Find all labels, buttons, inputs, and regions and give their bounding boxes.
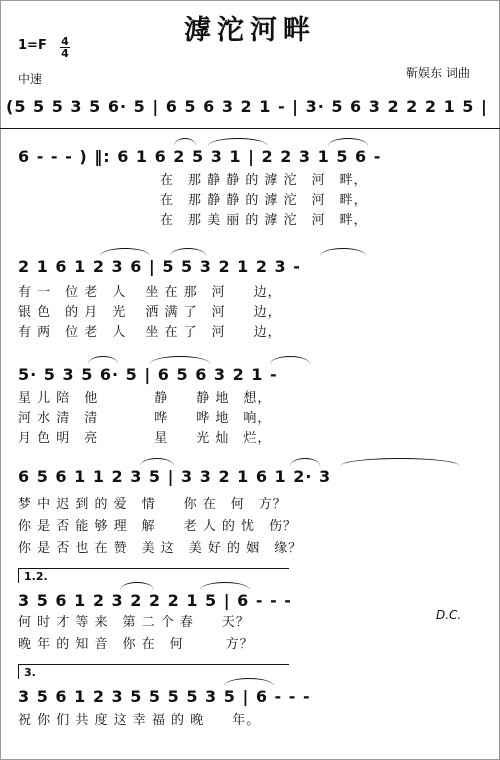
music-row-2	[0, 256, 500, 278]
volta-label: 3.	[24, 666, 36, 679]
tempo-marking: 中速	[18, 72, 43, 86]
notation-line: 2 1 6 1 2 3 6 | 5 5 3 2 1 2 3 -	[18, 257, 301, 276]
system-divider	[0, 128, 500, 129]
lyric-line: 河 水 清 清 哗 哗 地 响，	[18, 411, 272, 426]
lyric-line: 祝 你 们 共 度 这 幸 福 的 晚 年。	[18, 713, 261, 728]
key-signature: 1=F	[18, 38, 47, 53]
lyric-line: 在 那 美 丽 的 滹 沱 河 畔，	[160, 213, 368, 228]
song-title: 滹沱河畔	[184, 15, 316, 46]
lyric-line: 在 那 静 静 的 滹 沱 河 畔，	[160, 173, 368, 188]
notation-line: 6 - - - ) ‖: 6 1 6 2 5 3 1 | 2 2 3 1 5 6 -	[18, 147, 382, 166]
author-credit: 靳娱东 词曲	[406, 66, 470, 80]
music-row-4	[0, 466, 500, 488]
notation-line: 3 5 6 1 2 3 2 2 2 1 5 | 6 - - -	[18, 591, 292, 610]
time-signature-top: 4	[61, 35, 69, 48]
music-row-intro	[0, 96, 500, 118]
lyric-line: 有 一 位 老 人 坐 在 那 河 边，	[18, 285, 282, 300]
lyric-line: 月 色 明 亮 星 光 灿 烂，	[18, 431, 272, 446]
lyric-line: 银 色 的 月 光 洒 满 了 河 边，	[18, 305, 282, 320]
volta-bracket	[18, 664, 289, 679]
da-capo-marking: D.C.	[436, 608, 462, 622]
music-row-5	[0, 590, 500, 612]
notation-line: 3 5 6 1 2 3 5 5 5 5 3 5 | 6 - - -	[18, 687, 311, 706]
time-signature	[60, 36, 70, 59]
volta-bracket	[18, 568, 289, 583]
lyric-line: 你 是 否 能 够 理 解 老 人 的 忧 伤？	[18, 519, 298, 534]
time-signature-bottom: 4	[61, 47, 69, 60]
notation-line: 5· 5 3 5 6· 5 | 6 5 6 3 2 1 -	[18, 365, 278, 384]
music-row-6	[0, 686, 500, 708]
music-row-3	[0, 364, 500, 386]
lyric-line: 有 两 位 老 人 坐 在 了 河 边，	[18, 325, 282, 340]
lyric-line: 星 儿 陪 他 静 静 地 想，	[18, 391, 272, 406]
lyric-line: 何 时 才 等 来 第 二 个 春 天？	[18, 615, 250, 630]
lyric-line: 你 是 否 也 在 赞 美 这 美 好 的 姻 缘？	[18, 541, 303, 556]
lyric-line: 在 那 静 静 的 滹 沱 河 畔，	[160, 193, 368, 208]
notation-line: (5 5 5 3 5 6· 5 | 6 5 6 3 2 1 - | 3· 5 6 3 2 2 2 1 5 |	[6, 97, 488, 116]
volta-label: 1.2.	[24, 570, 48, 583]
lyric-line: 梦 中 迟 到 的 爱 情 你 在 何 方？	[18, 497, 287, 512]
notation-line: 6 5 6 1 1 2 3 5 | 3 3 2 1 6 1 2· 3	[18, 467, 332, 486]
music-row-1	[0, 146, 500, 168]
lyric-line: 晚 年 的 知 音 你 在 何 方？	[18, 637, 254, 652]
